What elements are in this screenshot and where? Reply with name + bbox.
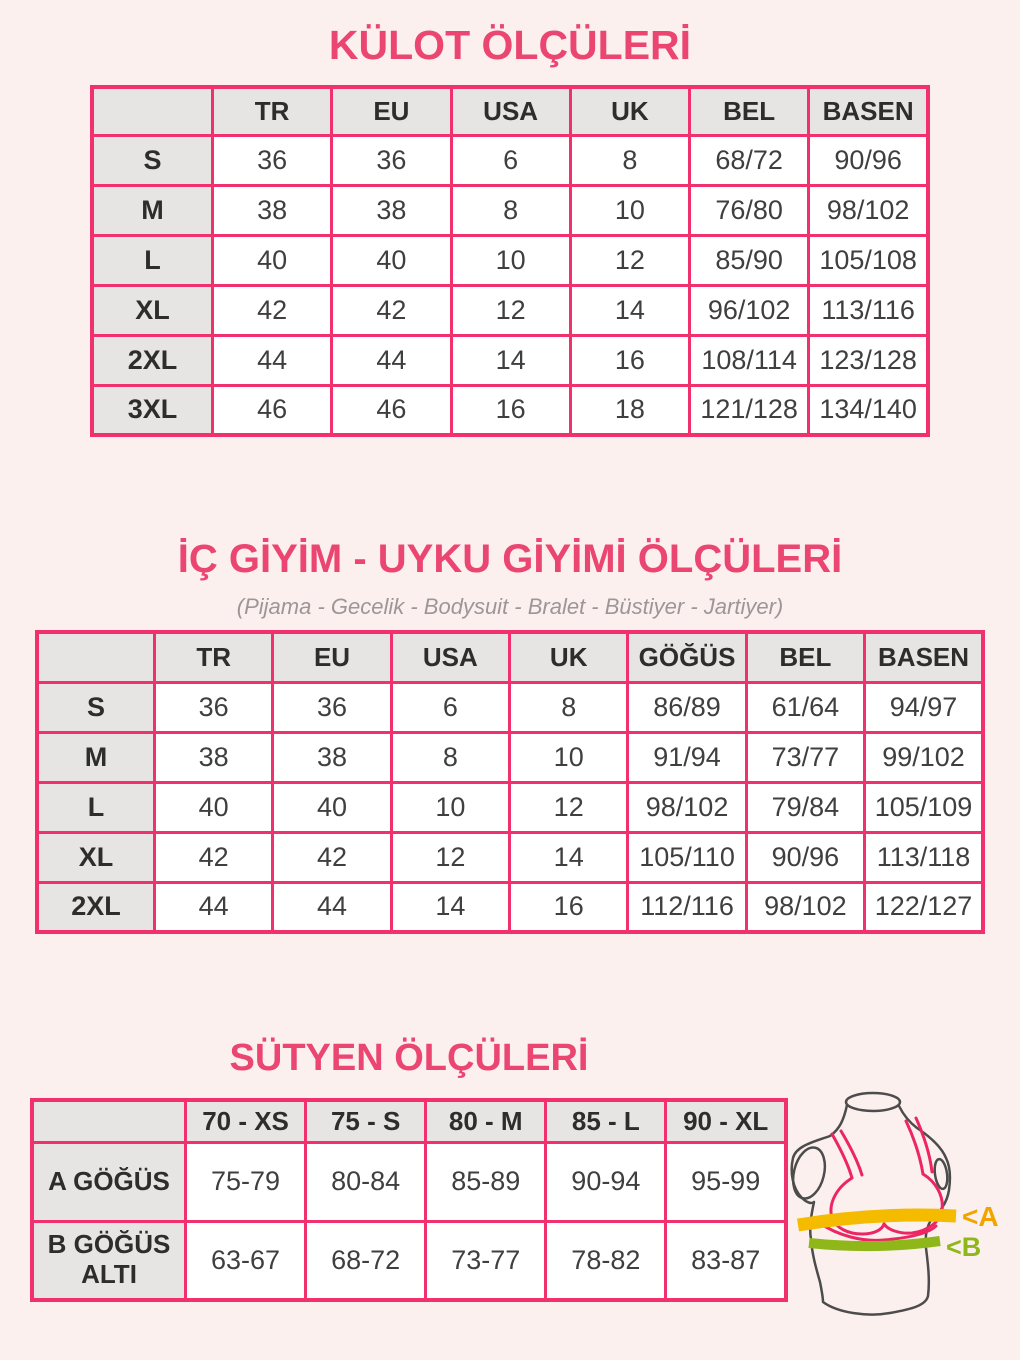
- size-cell: 8: [391, 732, 509, 782]
- size-cell: 36: [213, 135, 332, 185]
- table-row: [92, 385, 928, 435]
- size-cell: 16: [570, 335, 689, 385]
- size-cell: 98/102: [746, 882, 864, 932]
- row-label: M: [37, 732, 155, 782]
- size-cell: 8: [510, 682, 628, 732]
- size-cell: 16: [451, 385, 570, 435]
- table-row: [37, 732, 983, 782]
- size-cell: 42: [332, 285, 451, 335]
- icgiyim-title: İÇ GİYİM - UYKU GİYİMİ ÖLÇÜLERİ: [177, 537, 843, 581]
- size-cell: 95-99: [666, 1142, 786, 1221]
- row-label: 2XL: [37, 882, 155, 932]
- size-cell: 78-82: [546, 1221, 666, 1300]
- size-cell: 98/102: [809, 185, 928, 235]
- size-cell: 12: [451, 285, 570, 335]
- size-cell: 38: [155, 732, 273, 782]
- kulot-title: KÜLOT ÖLÇÜLERİ: [328, 22, 692, 68]
- size-cell: 18: [570, 385, 689, 435]
- row-label: XL: [37, 832, 155, 882]
- size-cell: 91/94: [628, 732, 746, 782]
- size-cell: 73-77: [426, 1221, 546, 1300]
- size-cell: 14: [451, 335, 570, 385]
- size-cell: 68/72: [690, 135, 809, 185]
- column-header: BEL: [746, 632, 864, 682]
- column-header: 75 - S: [306, 1100, 426, 1142]
- table-row: [37, 682, 983, 732]
- column-header: 90 - XL: [666, 1100, 786, 1142]
- table-row: [92, 135, 928, 185]
- size-cell: 96/102: [690, 285, 809, 335]
- size-cell: 10: [570, 185, 689, 235]
- sutyen-title: SÜTYEN ÖLÇÜLERİ: [229, 1037, 589, 1079]
- icgiyim-subtitle: (Pijama - Gecelik - Bodysuit - Bralet - Büstiyer - Jartiyer): [236, 594, 784, 619]
- column-header: EU: [332, 87, 451, 135]
- row-label: S: [92, 135, 213, 185]
- table-row: [92, 185, 928, 235]
- size-cell: 42: [155, 832, 273, 882]
- column-header: USA: [451, 87, 570, 135]
- size-cell: 94/97: [865, 682, 983, 732]
- size-cell: 90-94: [546, 1142, 666, 1221]
- size-cell: 44: [273, 882, 391, 932]
- size-cell: 98/102: [628, 782, 746, 832]
- measurement-b-label: <B: [946, 1232, 982, 1262]
- size-cell: 121/128: [690, 385, 809, 435]
- size-cell: 8: [570, 135, 689, 185]
- size-cell: 12: [570, 235, 689, 285]
- row-label: L: [92, 235, 213, 285]
- size-cell: 44: [332, 335, 451, 385]
- size-cell: 14: [570, 285, 689, 335]
- size-cell: 86/89: [628, 682, 746, 732]
- size-cell: 14: [510, 832, 628, 882]
- size-cell: 122/127: [865, 882, 983, 932]
- size-cell: 75-79: [186, 1142, 306, 1221]
- column-header: BEL: [690, 87, 809, 135]
- column-header: 80 - M: [426, 1100, 546, 1142]
- table-row: [92, 285, 928, 335]
- table-row: [32, 1142, 786, 1221]
- kulot-size-table: [90, 85, 930, 437]
- size-cell: 42: [273, 832, 391, 882]
- size-cell: 46: [213, 385, 332, 435]
- size-cell: 36: [273, 682, 391, 732]
- column-header: UK: [570, 87, 689, 135]
- size-cell: 108/114: [690, 335, 809, 385]
- size-cell: 90/96: [809, 135, 928, 185]
- size-cell: 10: [451, 235, 570, 285]
- column-header: USA: [391, 632, 509, 682]
- column-header: TR: [155, 632, 273, 682]
- column-header: GÖĞÜS: [628, 632, 746, 682]
- table-row: [32, 1221, 786, 1300]
- size-cell: 123/128: [809, 335, 928, 385]
- size-cell: 12: [510, 782, 628, 832]
- size-cell: 10: [391, 782, 509, 832]
- column-header: UK: [510, 632, 628, 682]
- sutyen-size-table: [30, 1098, 788, 1302]
- size-cell: 113/116: [809, 285, 928, 335]
- column-header: 85 - L: [546, 1100, 666, 1142]
- size-cell: 105/108: [809, 235, 928, 285]
- table-row: [92, 335, 928, 385]
- size-cell: 38: [213, 185, 332, 235]
- size-cell: 113/118: [865, 832, 983, 882]
- measurement-band-b: [809, 1241, 940, 1246]
- size-cell: 44: [155, 882, 273, 932]
- size-cell: 80-84: [306, 1142, 426, 1221]
- size-cell: 90/96: [746, 832, 864, 882]
- size-cell: 8: [451, 185, 570, 235]
- row-label: S: [37, 682, 155, 732]
- column-header: BASEN: [809, 87, 928, 135]
- measurement-a-label: <A: [962, 1201, 999, 1232]
- size-cell: 42: [213, 285, 332, 335]
- size-cell: 14: [391, 882, 509, 932]
- header-row: [92, 87, 928, 135]
- row-label: 3XL: [92, 385, 213, 435]
- size-cell: 112/116: [628, 882, 746, 932]
- size-cell: 76/80: [690, 185, 809, 235]
- corner-cell: [92, 87, 213, 135]
- row-label: B GÖĞÜS ALTI: [32, 1221, 186, 1300]
- table-row: [37, 882, 983, 932]
- torso-outline: [788, 1093, 950, 1315]
- row-label: L: [37, 782, 155, 832]
- size-cell: 63-67: [186, 1221, 306, 1300]
- table-row: [92, 235, 928, 285]
- size-cell: 38: [273, 732, 391, 782]
- column-header: BASEN: [865, 632, 983, 682]
- size-cell: 12: [391, 832, 509, 882]
- size-cell: 6: [391, 682, 509, 732]
- size-cell: 36: [332, 135, 451, 185]
- size-cell: 61/64: [746, 682, 864, 732]
- column-header: EU: [273, 632, 391, 682]
- size-cell: 10: [510, 732, 628, 782]
- size-cell: 16: [510, 882, 628, 932]
- row-label: XL: [92, 285, 213, 335]
- size-cell: 40: [332, 235, 451, 285]
- size-cell: 79/84: [746, 782, 864, 832]
- corner-cell: [32, 1100, 186, 1142]
- bra-measurement-illustration: [778, 1076, 1018, 1360]
- size-cell: 46: [332, 385, 451, 435]
- size-cell: 85/90: [690, 235, 809, 285]
- header-row: [37, 632, 983, 682]
- size-cell: 85-89: [426, 1142, 546, 1221]
- size-cell: 44: [213, 335, 332, 385]
- size-cell: 40: [213, 235, 332, 285]
- header-row: [32, 1100, 786, 1142]
- size-cell: 36: [155, 682, 273, 732]
- column-header: 70 - XS: [186, 1100, 306, 1142]
- row-label: A GÖĞÜS: [32, 1142, 186, 1221]
- size-cell: 40: [273, 782, 391, 832]
- row-label: 2XL: [92, 335, 213, 385]
- icgiyim-size-table: [35, 630, 985, 934]
- table-row: [37, 832, 983, 882]
- size-cell: 105/109: [865, 782, 983, 832]
- size-cell: 134/140: [809, 385, 928, 435]
- size-cell: 99/102: [865, 732, 983, 782]
- column-header: TR: [213, 87, 332, 135]
- size-cell: 68-72: [306, 1221, 426, 1300]
- corner-cell: [37, 632, 155, 682]
- size-cell: 105/110: [628, 832, 746, 882]
- table-row: [37, 782, 983, 832]
- row-label: M: [92, 185, 213, 235]
- size-cell: 40: [155, 782, 273, 832]
- size-cell: 38: [332, 185, 451, 235]
- size-cell: 6: [451, 135, 570, 185]
- size-cell: 73/77: [746, 732, 864, 782]
- size-cell: 83-87: [666, 1221, 786, 1300]
